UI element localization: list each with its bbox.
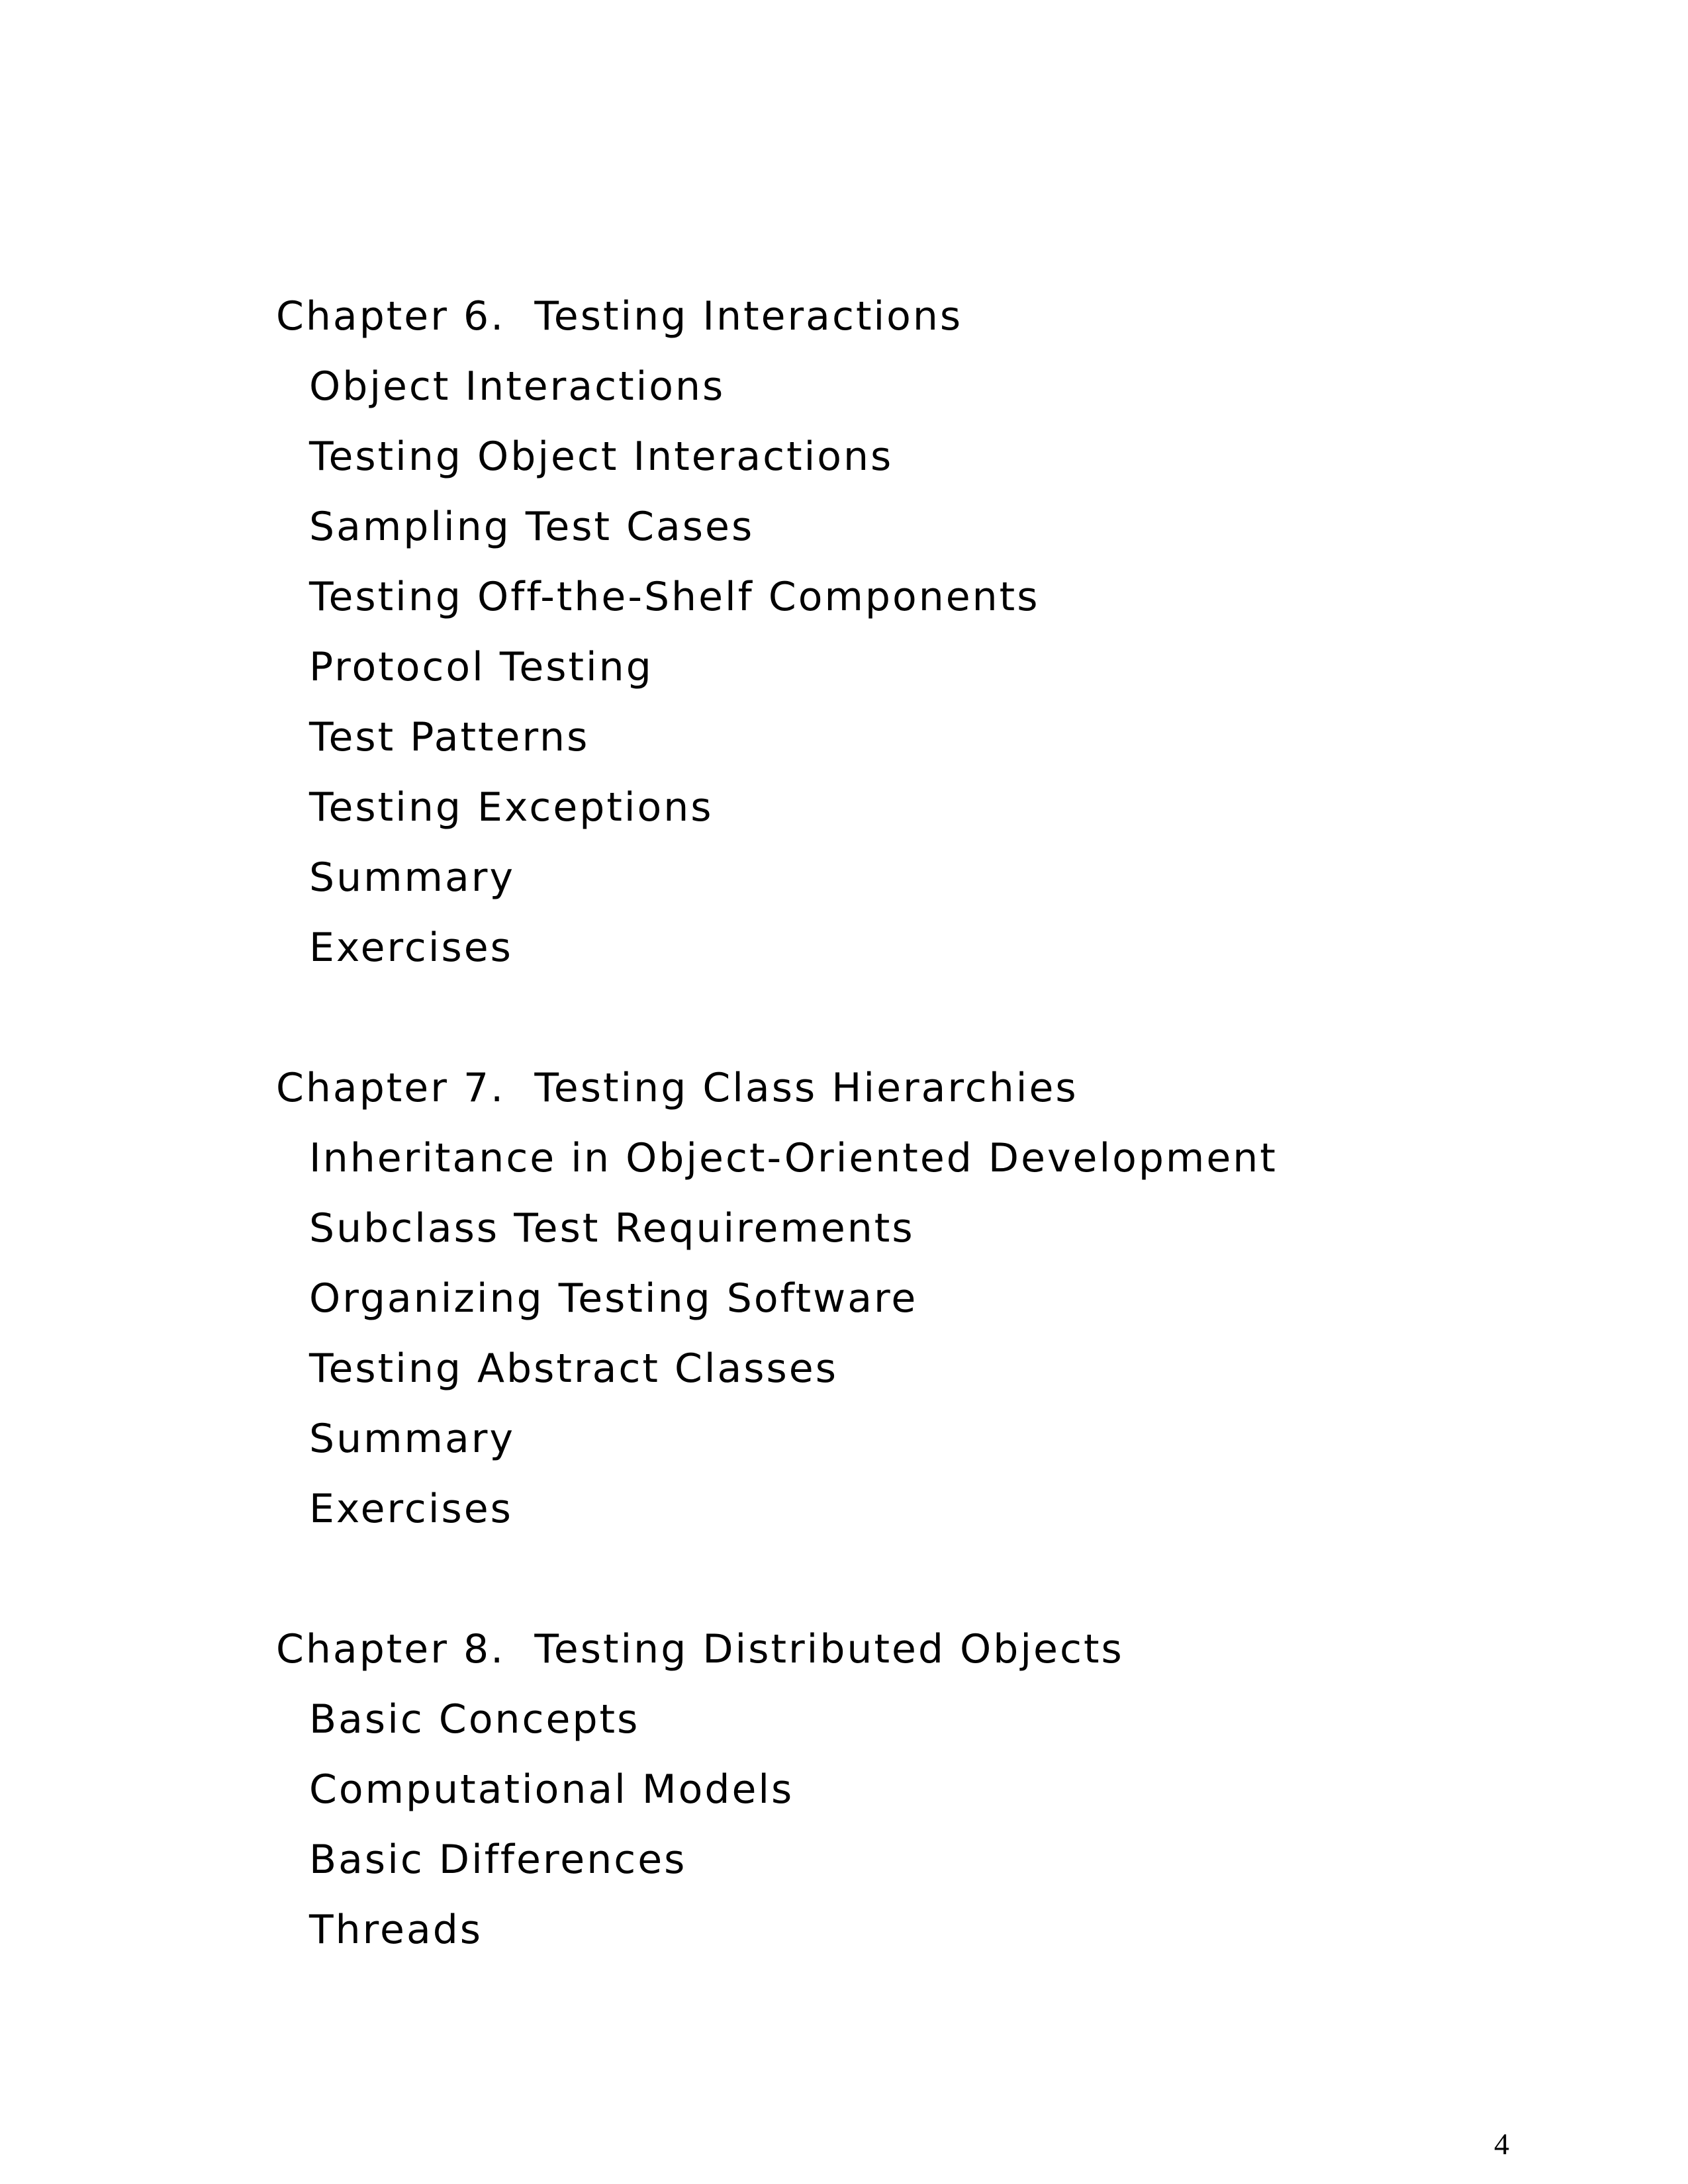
section-entry: Summary [309, 1416, 515, 1462]
section-entry: Inheritance in Object-Oriented Development [309, 1135, 1278, 1181]
chapter-8 [276, 1614, 1534, 1965]
section-entry: Protocol Testing [309, 644, 653, 690]
section-entry: Summary [309, 854, 515, 901]
table-of-contents [276, 281, 1534, 1965]
chapter-6 [276, 281, 1534, 983]
chapter-title: Chapter 8. Testing Distributed Objects [276, 1626, 1124, 1672]
section-entry: Testing Off-the-Shelf Components [309, 574, 1040, 620]
page-number: 4 [1494, 2127, 1509, 2161]
section-entry: Testing Object Interactions [309, 433, 894, 480]
section-entry: Test Patterns [309, 714, 590, 760]
section-entry: Threads [309, 1907, 483, 1953]
section-entry: Subclass Test Requirements [309, 1205, 915, 1251]
section-entry: Exercises [309, 925, 513, 971]
section-entry: Basic Differences [309, 1837, 687, 1883]
section-entry: Object Interactions [309, 363, 726, 410]
section-list [276, 1123, 1534, 1544]
section-entry: Testing Abstract Classes [309, 1345, 838, 1392]
section-entry: Testing Exceptions [309, 784, 714, 831]
section-entry: Exercises [309, 1486, 513, 1532]
chapter-title: Chapter 6. Testing Interactions [276, 293, 963, 340]
section-list [276, 351, 1534, 983]
section-entry: Sampling Test Cases [309, 504, 755, 550]
chapter-title: Chapter 7. Testing Class Hierarchies [276, 1065, 1078, 1111]
section-entry: Organizing Testing Software [309, 1275, 918, 1322]
section-list [276, 1684, 1534, 1965]
chapter-7 [276, 1053, 1534, 1544]
section-entry: Basic Concepts [309, 1696, 640, 1743]
section-entry: Computational Models [309, 1766, 794, 1813]
